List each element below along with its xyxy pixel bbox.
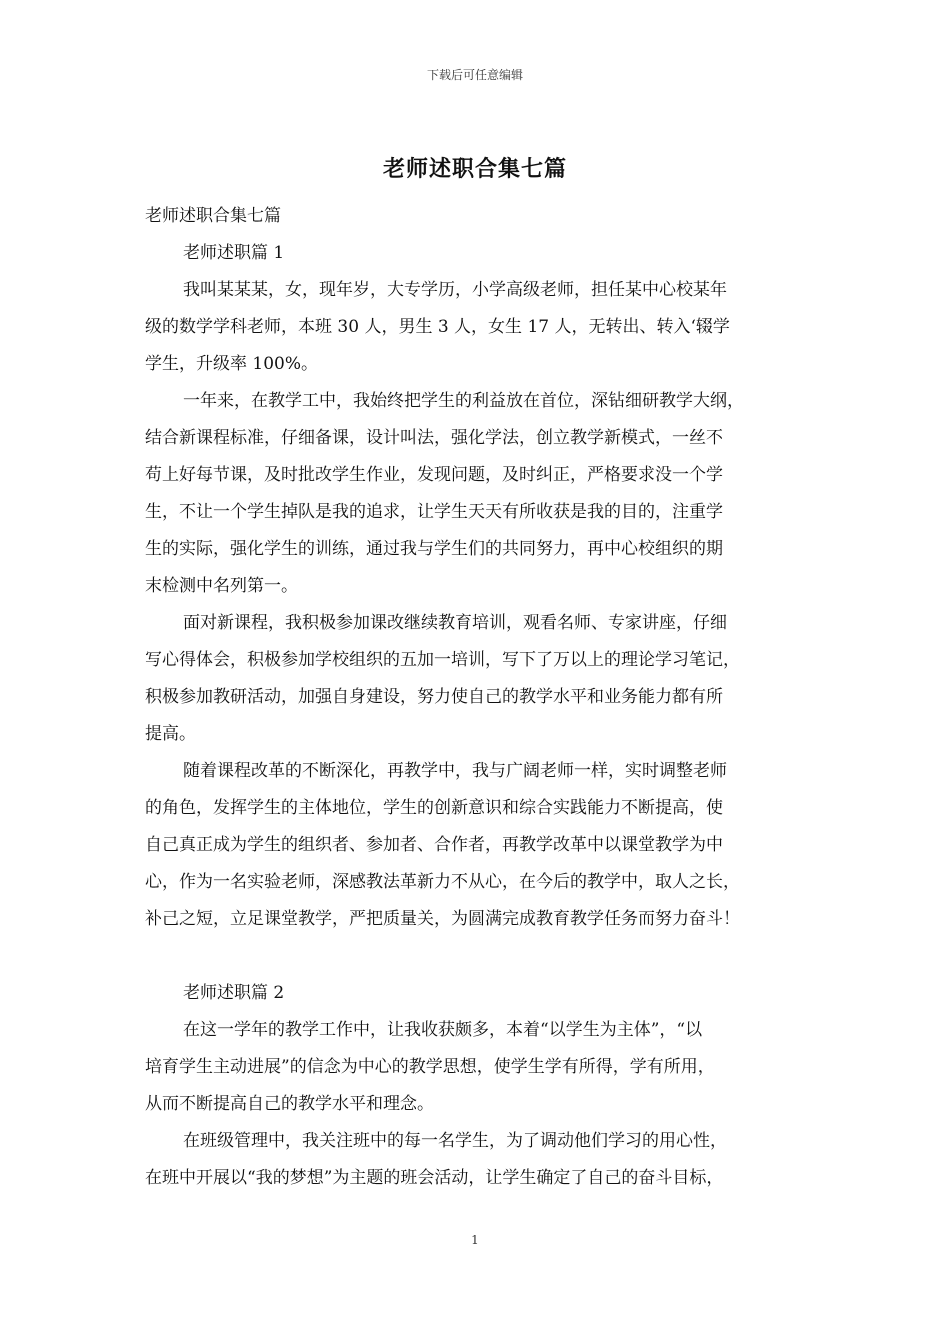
paragraph-line: 在这一学年的教学工作中，让我收获颇多，本着“以学生为主体”，“以: [183, 1020, 703, 1040]
paragraph-line: 在班中开展以“我的梦想”为主题的班会活动，让学生确定了自己的奋斗目标，: [145, 1168, 724, 1188]
paragraph-line: 在班级管理中，我关注班中的每一名学生，为了调动他们学习的用心性，: [183, 1131, 727, 1151]
paragraph-line: 从而不断提高自己的教学水平和理念。: [145, 1094, 434, 1114]
paragraph-line: 随着课程改革的不断深化，再教学中，我与广阔老师一样，实时调整老师: [183, 761, 727, 781]
section-heading-2: 老师述职篇 2: [183, 983, 285, 1003]
page-number: 1: [471, 1233, 479, 1247]
paragraph-line: 心，作为一名实验老师，深感教法革新力不从心，在今后的教学中，取人之长，: [145, 872, 740, 892]
paragraph-line: 级的数学学科老师，本班 30 人，男生 3 人，女生 17 人，无转出、转入‘辍学: [145, 317, 730, 337]
paragraph-line: 自己真正成为学生的组织者、参加者、合作者，再教学改革中以课堂教学为中: [145, 835, 723, 855]
paragraph-line: 生的实际，强化学生的训练，通过我与学生们的共同努力，再中心校组织的期: [145, 539, 723, 559]
blank-line: [145, 938, 825, 975]
section-heading-1: 老师述职篇 1: [183, 243, 285, 263]
paragraph-line: 培育学生主动进展”的信念为中心的教学思想，使学生学有所得，学有所用，: [145, 1057, 715, 1077]
paragraph-line: 补己之短，立足课堂教学，严把质量关，为圆满完成教育教学任务而努力奋斗！: [145, 909, 740, 929]
document-title: 老师述职合集七篇: [382, 156, 567, 182]
paragraph-line: 积极参加教研活动，加强自身建设，努力使自己的教学水平和业务能力都有所: [145, 687, 723, 707]
paragraph-line: 的角色，发挥学生的主体地位，学生的创新意识和综合实践能力不断提高，使: [145, 798, 723, 818]
paragraph-line: 我叫某某某，女，现年岁，大专学历，小学高级老师，担任某中心校某年: [183, 280, 727, 300]
paragraph-line: 写心得体会，积极参加学校组织的五加一培训，写下了万以上的理论学习笔记，: [145, 650, 740, 670]
paragraph-line: 学生，升级率 100%。: [145, 354, 319, 374]
paragraph-line: 一年来，在教学工中，我始终把学生的利益放在首位，深钻细研教学大纲，: [183, 391, 744, 411]
paragraph-line: 苟上好每节课，及时批改学生作业，发现问题，及时纠正，严格要求没一个学: [145, 465, 723, 485]
paragraph-line: 末检测中名列第一。: [145, 576, 298, 596]
subtitle-line: 老师述职合集七篇: [145, 206, 281, 226]
header-note: 下载后可任意编辑: [426, 68, 523, 82]
document-body: [145, 198, 825, 1197]
paragraph-line: 面对新课程，我积极参加课改继续教育培训，观看名师、专家讲座，仔细: [183, 613, 727, 633]
paragraph-line: 提高。: [145, 724, 196, 744]
paragraph-line: 结合新课程标准，仔细备课，设计叫法，强化学法，创立教学新模式，一丝不: [145, 428, 723, 448]
paragraph-line: 生，不让一个学生掉队是我的追求，让学生天天有所收获是我的目的，注重学: [145, 502, 723, 522]
